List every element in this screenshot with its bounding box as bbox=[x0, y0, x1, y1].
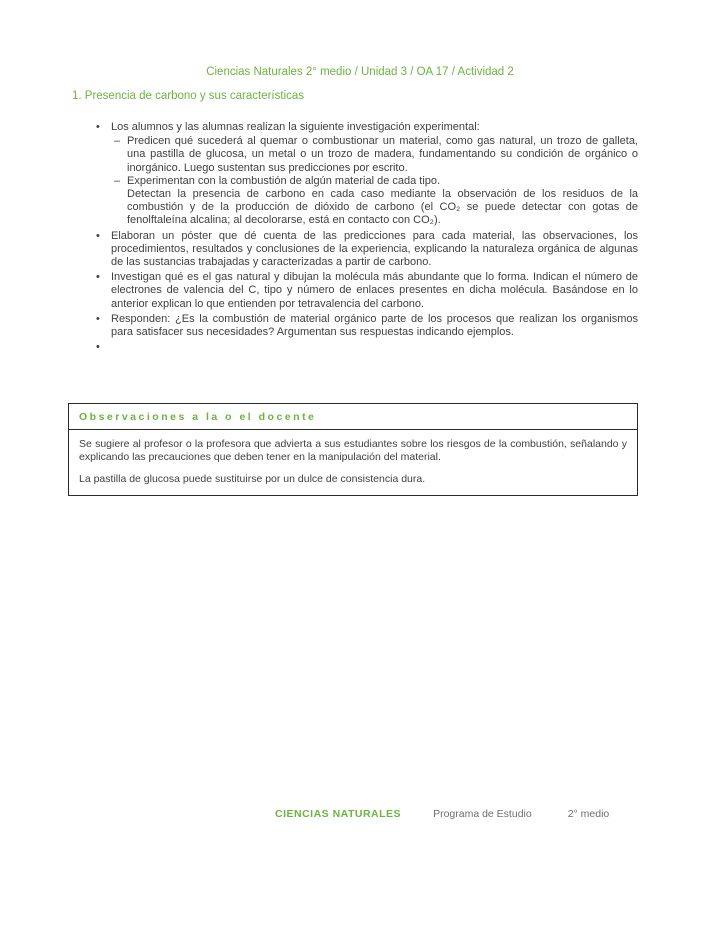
list-item bbox=[96, 313, 638, 339]
list-item-text: Investigan qué es el gas natural y dibujan la molécula más abundante que lo forma. Indican el número de electrones de valencia del C, tipo y número de enlaces presentes en dicha molécula. Basándose en lo anterior explican lo que entienden por tetravalencia del carbono. bbox=[111, 271, 638, 310]
page-footer bbox=[275, 808, 609, 820]
intro-text: Los alumnos y las alumnas realizan la siguiente investigación experimental: bbox=[111, 121, 480, 133]
list-item-body bbox=[111, 121, 638, 228]
footer-level-label: 2° medio bbox=[567, 808, 610, 820]
bullet-icon: • bbox=[96, 121, 100, 133]
observations-paragraph: La pastilla de glucosa puede sustituirse por un dulce de consistencia dura. bbox=[79, 473, 426, 485]
dash-icon: – bbox=[114, 135, 121, 148]
sub-list-item bbox=[111, 135, 638, 175]
list-item bbox=[96, 341, 638, 354]
bullet-icon: • bbox=[96, 229, 100, 242]
activity-content bbox=[72, 121, 638, 356]
sub-item-text: Experimentan con la combustión de algún material de cada tipo. bbox=[127, 174, 441, 187]
list-item-text: Elaboran un póster que dé cuenta de las predicciones para cada material, las observaciones, los procedimientos, resultados y conclusiones de la experiencia, explicando la naturaleza orgánica de algunas de las sustancias trabajadas y caracterizadas a partir de carbono. bbox=[111, 229, 638, 269]
dash-icon: – bbox=[114, 174, 121, 187]
sub-item-text: Predicen qué sucederá al quemar o combustionar un material, como gas natural, un trozo de galleta, una pastilla de glucosa, un metal o un trozo de madera, fundamentando su condición de orgánico o inorgánico. Luego sustentan sus predicciones por escrito. bbox=[127, 135, 638, 174]
observations-body bbox=[69, 430, 637, 495]
footer-program-label: Programa de Estudio bbox=[433, 808, 532, 820]
list-item bbox=[96, 271, 638, 311]
sub-item-continuation: Detectan la presencia de carbono en cada caso mediante la observación de los residuos de la combustión y de la producción de dióxido de carbono (el CO₂ se puede detectar con gotas de fenolftaleína alcalina; al decolorarse, está en contacto con CO₂). bbox=[127, 188, 638, 227]
observations-title: Observaciones a la o el docente bbox=[69, 404, 637, 430]
list-item bbox=[96, 121, 638, 228]
activity-list bbox=[72, 121, 638, 354]
list-item-text bbox=[111, 341, 638, 354]
list-item-text: Responden: ¿Es la combustión de material orgánico parte de los procesos que realizan los organismos para satisfacer sus necesidades? Argumentan sus respuestas indicando ejemplos. bbox=[111, 312, 638, 339]
sub-list-item bbox=[111, 175, 638, 188]
list-item bbox=[96, 230, 638, 270]
sub-list bbox=[111, 135, 638, 227]
bullet-icon: • bbox=[96, 271, 100, 284]
bullet-icon: • bbox=[96, 312, 100, 325]
footer-brand: CIENCIAS NATURALES bbox=[275, 808, 402, 820]
observations-box bbox=[68, 403, 638, 496]
section-title: 1. Presencia de carbono y sus características bbox=[72, 90, 305, 102]
breadcrumb: Ciencias Naturales 2° medio / Unidad 3 / OA 17 / Actividad 2 bbox=[206, 66, 514, 78]
bullet-icon: • bbox=[96, 341, 100, 354]
observations-paragraph: Se sugiere al profesor o la profesora que advierta a sus estudiantes sobre los riesgos de la combustión, señalando y explicando las precauciones que deben tener en la manipulación del material. bbox=[79, 438, 627, 463]
